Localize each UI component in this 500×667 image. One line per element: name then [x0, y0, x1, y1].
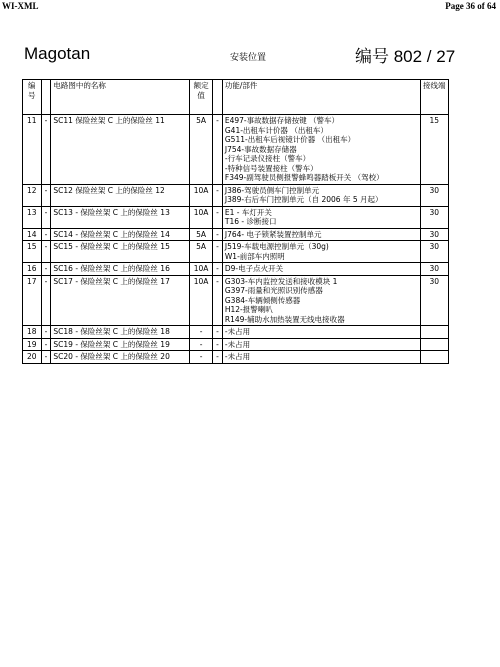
document-format-label: WI-XML — [2, 1, 39, 11]
function-line: G397-雨量和光照识别传感器 — [224, 286, 323, 295]
fuse-name: SC12 保险丝架 C 上的保险丝 12 — [51, 184, 190, 206]
header-amp-label: 额定值 — [193, 81, 209, 100]
section-subtitle: 安装位置 — [230, 53, 267, 63]
function-line: E1 - 车灯开关 — [224, 207, 272, 217]
table-header-row — [23, 80, 449, 115]
separator-dash: - — [41, 275, 51, 326]
fuse-rating: 10A — [190, 206, 213, 228]
terminal — [420, 351, 448, 364]
fuse-rating: 10A — [190, 184, 213, 206]
function-line: R149-辅助水加热装置无线电接收器 — [224, 314, 345, 324]
separator-dash: - — [213, 241, 223, 263]
function-line: G511-出租车后视镜计价器 （出租车） — [224, 135, 356, 144]
fuse-number: 11 — [23, 115, 42, 185]
table-row — [23, 206, 449, 228]
function-line: G384-车辆倾侧传感器 — [224, 295, 301, 305]
table-row — [23, 115, 449, 185]
fuse-rating: 10A — [190, 275, 213, 326]
terminal — [420, 338, 448, 351]
fuse-name: SC11 保险丝架 C 上的保险丝 11 — [51, 115, 190, 185]
header-func-label: 功能/部件 — [224, 81, 258, 90]
fuse-number: 19 — [23, 338, 42, 351]
table-row — [23, 275, 449, 326]
terminal: 30 — [420, 184, 448, 206]
fuse-rating: 5A — [190, 115, 213, 185]
separator-dash: - — [41, 338, 51, 351]
fuse-function — [222, 184, 420, 206]
fuse-name: SC13 - 保险丝架 C 上的保险丝 13 — [51, 206, 190, 228]
separator-dash: - — [41, 263, 51, 276]
table-row — [23, 338, 449, 351]
fuse-table — [22, 79, 449, 364]
function-line: H12-报警喇叭 — [224, 305, 273, 314]
fuse-function — [222, 351, 420, 364]
header-pin — [420, 80, 448, 115]
function-line: -行车记录仪接柱（警车） — [224, 154, 311, 163]
fuse-number: 14 — [23, 228, 42, 241]
header-func — [222, 80, 420, 115]
function-line: F349-副驾驶员侧报警蜂鸣器踏板开关 （驾校） — [224, 173, 384, 182]
separator-dash: - — [213, 326, 223, 339]
fuse-name: SC20 - 保险丝架 C 上的保险丝 20 — [51, 351, 190, 364]
table-row — [23, 228, 449, 241]
fuse-rating: - — [190, 326, 213, 339]
fuse-name: SC19 - 保险丝架 C 上的保险丝 19 — [51, 338, 190, 351]
fuse-number: 18 — [23, 326, 42, 339]
function-line: J764- 电子锁紧装置控制单元 — [224, 229, 322, 239]
fuse-function — [222, 115, 420, 185]
fuse-function — [222, 263, 420, 276]
terminal: 30 — [420, 206, 448, 228]
separator-dash: - — [41, 184, 51, 206]
separator-dash: - — [41, 228, 51, 241]
header-pin-label: 接线端 — [423, 81, 446, 90]
header-name-label: 电路图中的名称 — [53, 81, 106, 90]
fuse-name: SC14 - 保险丝架 C 上的保险丝 14 — [51, 228, 190, 241]
function-line: J754-事故数据存储器 — [224, 144, 297, 154]
function-line: -未占用 — [224, 327, 251, 336]
fuse-rating: - — [190, 338, 213, 351]
header-blank — [213, 80, 223, 115]
terminal: 30 — [420, 275, 448, 326]
separator-dash: - — [213, 184, 223, 206]
separator-dash: - — [213, 275, 223, 326]
header-blank — [41, 80, 51, 115]
function-line: G41-出租车计价器 （出租车） — [224, 125, 328, 135]
terminal — [420, 326, 448, 339]
fuse-rating: 5A — [190, 228, 213, 241]
function-line: J386-驾驶员侧车门控制单元 — [224, 185, 320, 195]
function-line: J389-右后车门控制单元（自 2006 年 5 月起） — [224, 195, 383, 204]
terminal: 30 — [420, 228, 448, 241]
header-no-label: 编号 — [28, 81, 36, 100]
table-row — [23, 326, 449, 339]
fuse-function — [222, 338, 420, 351]
page-indicator: Page 36 of 64 — [445, 1, 496, 11]
separator-dash: - — [213, 351, 223, 364]
fuse-number: 20 — [23, 351, 42, 364]
document-number: 编号 802 / 27 — [355, 47, 456, 66]
fuse-name: SC16 - 保险丝架 C 上的保险丝 16 — [51, 263, 190, 276]
separator-dash: - — [41, 351, 51, 364]
separator-dash: - — [213, 206, 223, 228]
function-line: -特种信号装置接柱（警车） — [224, 163, 318, 173]
fuse-function — [222, 275, 420, 326]
table-row — [23, 351, 449, 364]
separator-dash: - — [213, 263, 223, 276]
fuse-number: 15 — [23, 241, 42, 263]
fuse-number: 12 — [23, 184, 42, 206]
fuse-rating: 5A — [190, 241, 213, 263]
vehicle-model-title: Magotan — [24, 44, 91, 63]
separator-dash: - — [41, 241, 51, 263]
terminal: 30 — [420, 263, 448, 276]
fuse-name: SC18 - 保险丝架 C 上的保险丝 18 — [51, 326, 190, 339]
separator-dash: - — [213, 115, 223, 185]
fuse-number: 17 — [23, 275, 42, 326]
function-line: J519-车载电源控制单元（30g) — [224, 242, 329, 251]
fuse-number: 13 — [23, 206, 42, 228]
fuse-function — [222, 228, 420, 241]
fuse-name: SC17 - 保险丝架 C 上的保险丝 17 — [51, 275, 190, 326]
table-row — [23, 184, 449, 206]
fuse-number: 16 — [23, 263, 42, 276]
separator-dash: - — [41, 326, 51, 339]
function-line: D9-电子点火开关 — [224, 264, 284, 273]
terminal: 15 — [420, 115, 448, 185]
fuse-name: SC15 - 保险丝架 C 上的保险丝 15 — [51, 241, 190, 263]
table-row — [23, 241, 449, 263]
fuse-rating: - — [190, 351, 213, 364]
fuse-function — [222, 206, 420, 228]
header-no — [23, 80, 42, 115]
separator-dash: - — [213, 228, 223, 241]
separator-dash: - — [41, 206, 51, 228]
page-topbar — [0, 0, 500, 14]
fuse-function — [222, 241, 420, 263]
terminal: 30 — [420, 241, 448, 263]
header-name — [51, 80, 190, 115]
function-line: -未占用 — [224, 352, 251, 361]
function-line: G303-车内监控发送和接收模块 1 — [224, 276, 338, 286]
separator-dash: - — [41, 115, 51, 185]
function-line: T16 - 诊断接口 — [224, 217, 277, 226]
fuse-function — [222, 326, 420, 339]
header-amp — [190, 80, 213, 115]
separator-dash: - — [213, 338, 223, 351]
function-line: -未占用 — [224, 339, 251, 349]
table-row — [23, 263, 449, 276]
function-line: W1-前部车内照明 — [224, 251, 285, 261]
fuse-rating: 10A — [190, 263, 213, 276]
function-line: E497-事故数据存储按键 （警车） — [224, 116, 340, 125]
